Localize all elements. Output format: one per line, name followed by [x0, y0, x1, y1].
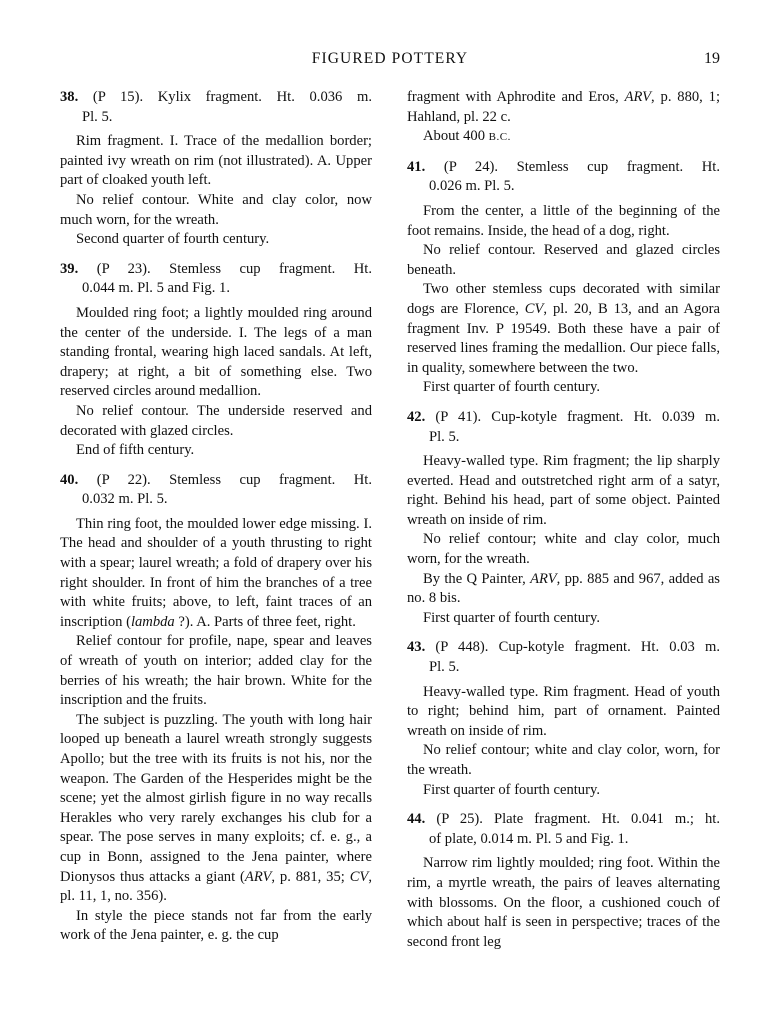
description-paragraph: From the center, a little of the beginning of the foot remains. Inside, the head of a dog, right.: [407, 202, 720, 239]
technique-paragraph: No relief contour; white and clay color, much worn, for the wreath.: [407, 531, 720, 568]
entry-heading: [60, 471, 372, 510]
reference-arv: ARV: [624, 89, 652, 105]
entry-heading: [407, 810, 720, 849]
entry-title-continued: Pl. 5.: [429, 428, 460, 445]
reference-arv: ARV: [244, 868, 272, 885]
attribution-paragraph: By the Q Painter, ARV, pp. 885 and 967, added as no. 8 bis.: [407, 570, 720, 607]
description-paragraph: Narrow rim lightly moulded; ring foot. Within the rim, a myrtle wreath, the pairs of leaves alternating with blossoms. On the floor, a cushioned couch of which about half is seen in perspective; traces of the second front leg: [407, 855, 720, 950]
entry-title-continued: Pl. 5.: [82, 108, 113, 125]
page-header: [60, 50, 720, 72]
left-column: [60, 88, 372, 946]
entry-number: 44.: [407, 811, 426, 828]
date-paragraph: About 400 B.C.: [423, 128, 511, 145]
catalogue-entry-44: [407, 810, 720, 952]
description-paragraph: Moulded ring foot; a lightly moulded ring around the center of the underside. I. The legs of a man standing frontal, wearing high laced sandals. At left, drapery; at right, a bit of something else. Two reserved circles around medallion.: [60, 304, 372, 400]
entry-heading: [60, 88, 372, 127]
catalogue-entry-42: [407, 408, 720, 629]
description-paragraph: Thin ring foot, the moulded lower edge missing. I. The head and shoulder of a youth thrusting to right with a spear; laurel wreath; a fold of drapery over his right shoulder. In front of him the branches of a tree with white fruits; above, to left, faint traces of an inscription (lambda ?). A. Parts of three feet, right.: [60, 515, 372, 630]
entry-number: 40.: [60, 471, 79, 488]
date-paragraph: First quarter of fourth century.: [423, 781, 600, 798]
technique-paragraph: No relief contour. The underside reserved and decorated with glazed circles.: [60, 402, 372, 439]
running-head: FIGURED POTTERY: [311, 50, 469, 67]
entry-title-continued: of plate, 0.014 m. Pl. 5 and Fig. 1.: [429, 830, 629, 847]
comparison-paragraph: Two other stemless cups decorated with similar dogs are Florence, CV, pl. 20, B 13, and an Agora fragment Inv. P 19549. Both these have a pair of reserved lines framing the medallion. Our piece falls, in quality, somewhere between the two.: [407, 281, 720, 376]
reference-arv: ARV: [530, 570, 557, 587]
entry-title: (P 25). Plate fragment. Ht. 0.041 m.; ht.: [436, 811, 720, 828]
reference-cv: CV: [524, 300, 544, 317]
entry-title: (P 41). Cup-kotyle fragment. Ht. 0.039 m.: [435, 408, 720, 425]
technique-paragraph: Relief contour for profile, nape, spear and leaves of wreath of youth on interior; added clay for the berries of his wreath; the hair brown. White for the inscription and the fruits.: [60, 633, 372, 709]
inscription-letter: lambda: [130, 613, 175, 630]
catalogue-entry-40: [60, 471, 372, 946]
entry-title: (P 15). Kylix fragment. Ht. 0.036 m.: [92, 89, 372, 105]
entry-heading: [407, 158, 720, 197]
catalogue-entry-43: [407, 638, 720, 800]
entry-number: 41.: [407, 158, 426, 175]
page-number: 19: [704, 50, 720, 67]
continued-text: fragment with Aphrodite and Eros, ARV, p. 880, 1; Hahland, pl. 22 c.: [407, 89, 720, 125]
catalogue-entry-41: [407, 158, 720, 398]
continued-entry-40: [407, 88, 720, 148]
entry-title: (P 448). Cup-kotyle fragment. Ht. 0.03 m.: [435, 639, 720, 656]
catalogue-entry-39: [60, 260, 372, 461]
technique-paragraph: No relief contour. White and clay color, now much worn, for the wreath.: [60, 191, 372, 228]
date-paragraph: End of fifth century.: [76, 442, 195, 459]
date-paragraph: First quarter of fourth century.: [423, 609, 600, 626]
entry-heading: [60, 260, 372, 299]
entry-heading: [407, 638, 720, 677]
entry-number: 38.: [60, 89, 79, 105]
technique-paragraph: No relief contour. Reserved and glazed circles beneath.: [407, 242, 720, 278]
technique-paragraph: No relief contour; white and clay color, worn, for the wreath.: [407, 742, 720, 778]
entry-title-continued: Pl. 5.: [429, 659, 460, 676]
description-paragraph: Heavy-walled type. Rim fragment; the lip sharply everted. Head and outstretched right arm of a satyr, right. Behind his head, part of some object. Painted wreath on inside of rim.: [407, 453, 720, 528]
date-paragraph: Second quarter of fourth century.: [76, 231, 270, 248]
entry-title-continued: 0.032 m. Pl. 5.: [82, 491, 168, 508]
description-paragraph: Heavy-walled type. Rim fragment. Head of youth to right; behind him, part of ornament. Painted wreath on inside of rim.: [407, 683, 720, 739]
entry-title-continued: 0.044 m. Pl. 5 and Fig. 1.: [82, 280, 230, 297]
catalogue-entry-38: [60, 88, 372, 250]
right-column: [407, 88, 720, 952]
date-paragraph: First quarter of fourth century.: [423, 379, 600, 396]
reference-cv: CV: [349, 868, 369, 885]
entry-title-continued: 0.026 m. Pl. 5.: [429, 178, 515, 195]
description-paragraph: Rim fragment. I. Trace of the medallion border; painted ivy wreath on rim (not illustrated). A. Upper part of cloaked youth left.: [60, 133, 372, 189]
discussion-paragraph: The subject is puzzling. The youth with long hair looped up beneath a laurel wreath strongly suggests Apollo; but the tree with its fruits is not his, nor the weapon. The Garden of the Hesperides might be the scene; yet the almost girlish figure in no way recalls Herakles who very rarely exchanges his club for a spear. The pose serves in many exploits; cf. e. g., a cup in Bonn, assigned to the Jena painter, where Dionysos thus attacks a giant (ARV, p. 881, 35; CV, pl. 11, 1, no. 356).: [60, 711, 373, 905]
entry-heading: [407, 408, 720, 447]
entry-number: 43.: [407, 639, 426, 656]
style-paragraph: In style the piece stands not far from the early work of the Jena painter, e. g. the cup: [60, 907, 372, 944]
entry-title: (P 23). Stemless cup fragment. Ht.: [96, 260, 372, 277]
entry-number: 42.: [407, 408, 426, 425]
entry-title: (P 24). Stemless cup fragment. Ht.: [443, 158, 720, 175]
entry-title: (P 22). Stemless cup fragment. Ht.: [96, 471, 372, 488]
entry-number: 39.: [60, 260, 79, 277]
